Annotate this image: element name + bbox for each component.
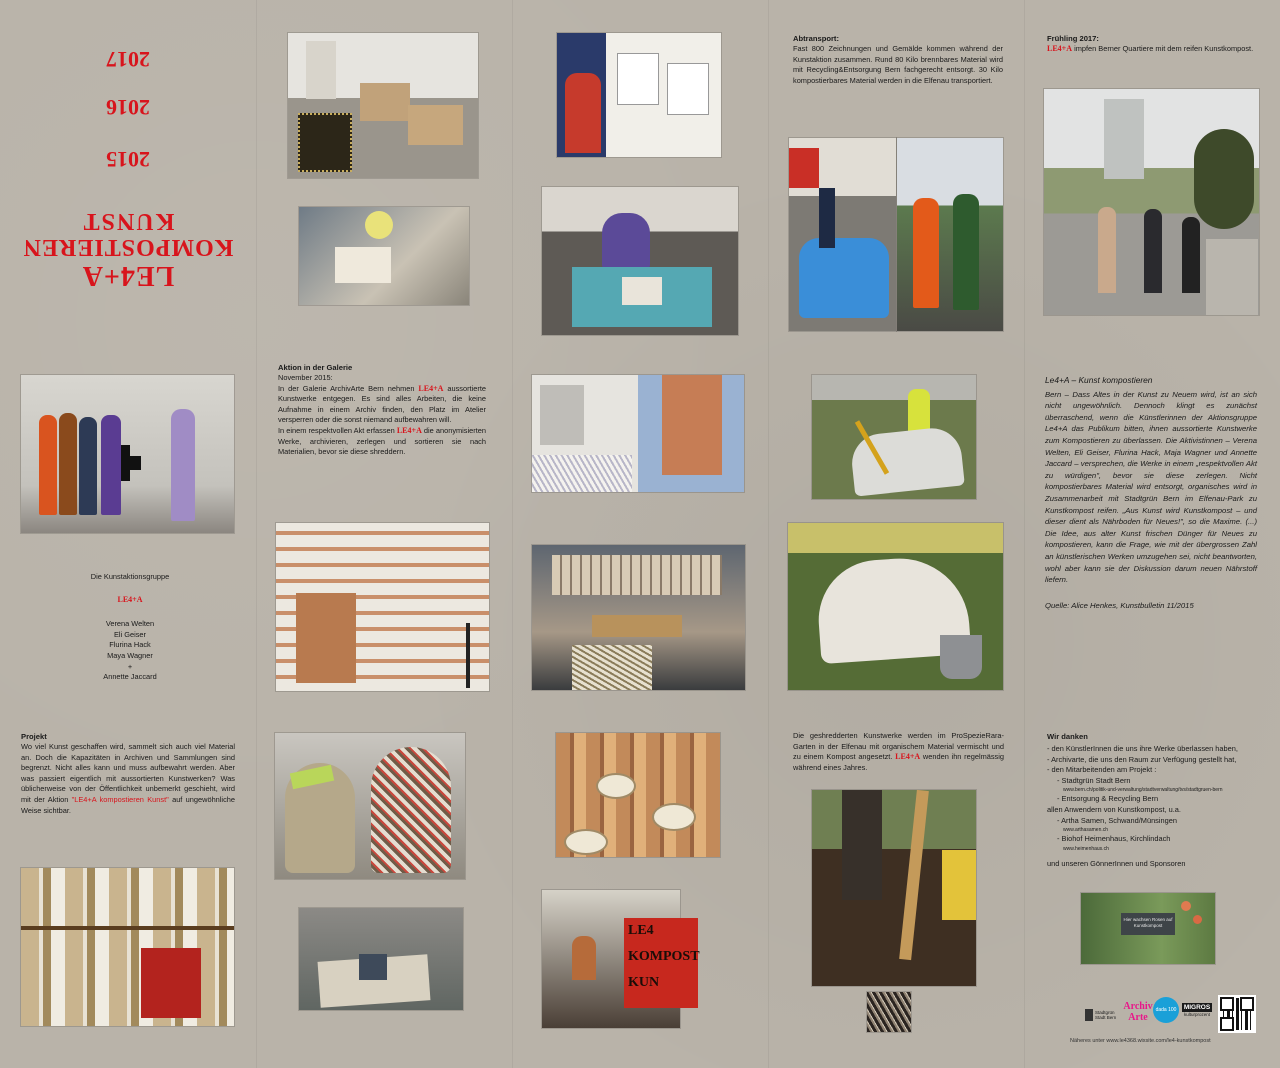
dada-logo [1153,997,1179,1023]
aktion-text1a: In der Galerie ArchivArte Bern nehmen [278,383,419,393]
artworks-pile-photo [299,207,469,305]
cover-year-2016: 2016 [106,95,150,120]
garten-text-a: Die geshredderten Kunstwerke werden im ProSpezieRara-Garten in der Elfenau mit organischem Material vermischt und zu einem Kompost angesetzt. [793,731,1004,762]
gallery-window-photo [532,545,745,690]
roses-sign: Hier wachsen Rosen auf Kunstkompost [1121,913,1175,935]
wire-baskets-photo [275,733,465,879]
article-text: Bern – Dass Altes in der Kunst zu Neuem wird, ist an sich nicht ungewöhnlich. Dennoch klingt es zunächst überraschend, wenn die Künstlerinnen der Aktionsgruppe Le4+A das Publikum bitten, ihnen aussortierte Kunstwerke zum Kompostieren zu überlassen. Die Aktivistinnen – Verena Welten, Eli Geiser, Flurina Hack, Maja Wagner und Annette Jaccard – versprechen, die Werke in einem „respektvollen Akt zu würdigen", bevor sie diese zerlegen. Nicht kompostierbares Material wird entsorgt, organisches wird in Zusammenarbeit mit Stadtgrün Bern im Elfenau-Park zu Kunstkompost reifen. „Aus Kunst wird Kunstkompost – und dieser dient als Nährboden für Neues!", so die Maxime. (...) Die Idee, aus alter Kunst frischen Dünger für Neues zu kompostieren, kann die Frage, wie mit der übergrossen Zahl an künstlerischen Werken umzugehen sei, nicht beantworten, wohl aber kann sie der Diskussion darum neuen Nährstoff liefern. [1045,389,1257,585]
dank-line-2: - Archivarte, die uns den Raum zur Verfügung gestellt hat, [1047,754,1237,764]
member-5: Annette Jaccard [103,672,157,682]
shredder-photo [532,375,744,492]
compost-site-photo [812,375,976,499]
garten-text-b: wenden ihn regelmässig während eines Jahres. [793,752,1004,772]
member-1: Verena Welten [105,619,155,629]
dada-logo-text: dada 100 [1155,1007,1177,1013]
projekt-text-end: auf ungewöhnliche Weise sichtbar. [21,794,235,815]
cover-title-block [22,47,234,291]
member-2: Eli Geiser [113,629,147,639]
garten-section [793,731,1004,773]
dank-heading: Wir danken [1047,732,1088,741]
dank-line-3: - den Mitarbeitenden am Projekt : [1047,765,1157,775]
archivarte-logo [1124,995,1152,1029]
migros-logo-subtext: kulturprozent [1183,1012,1210,1017]
qr-code-icon[interactable] [1218,995,1256,1033]
cover-title-line3: KUNST [81,208,175,234]
dank-line-6: allen Anwendern von Kunstkompost, u.a. [1047,804,1181,814]
roses-sign-photo [1081,893,1215,964]
projekt-heading: Projekt [21,732,47,741]
stencil-line3: KUN [628,975,660,990]
fruehling-section [1047,33,1257,55]
archivarte-logo-text: Archiv Arte [1123,1001,1153,1023]
transport-workers-photo [897,138,1003,331]
dank-line-1: - den KünstlerInnen die uns ihre Werke überlassen haben, [1047,744,1238,753]
projekt-text: Wo viel Kunst geschaffen wird, sammelt sich auch viel Material an. Doch die Kapazitäten in Archiven und Sammlungen sind begrenzt. Nicht alles kann und muss aufbewahrt werden. Aber was passiert eigentlich mit aussortierten Kunstwerken? Was üblicherweise von der Öffentlichkeit unbemerkt geschieht, wird mit der Aktion [21,742,235,804]
aktion-section [278,362,486,458]
member-4: Maya Wagner [107,650,153,660]
stadtgruen-logo [1085,1000,1121,1030]
aktion-brand-2: LE4+A [396,425,422,435]
gallery-wall-photo [276,523,489,691]
group-heading: Die Kunstaktionsgruppe [90,572,170,581]
fruehling-heading: Frühling 2017: [1047,34,1099,43]
aktion-date: November 2015: [278,373,333,382]
cover-title-line1: LE4+A [81,260,175,291]
member-3: Flurina Hack [109,640,151,650]
stencil-line1: LE4 [628,923,654,938]
group-brand: LE4+A [117,594,143,604]
dank-link-heimenhaus[interactable]: www.heimenhaus.ch [1063,845,1109,852]
table-bowls-photo [556,733,720,857]
dank-line-5: - Entsorgung & Recycling Bern [1057,794,1159,804]
aktion-text1b: aussortierte Kunstwerke entgegen. Es sind alles Arbeiten, die keine Aufnahme in einem Archiv finden, den Platz im Atelier versperren oder die sonst niemand aufbewahren will. [278,383,486,425]
boxes-photo [288,33,478,178]
migros-logo [1181,999,1213,1021]
digging-photo [812,790,976,986]
stadtgruen-logo-text: Stadtgrün Stadt Bern [1095,1010,1117,1020]
abtransport-section [793,33,1003,86]
footer-link[interactable]: Näheres unter www.le4368.wixsite.com/le4-kunstkompost [1070,1038,1211,1044]
cover-year-2015: 2015 [106,147,150,172]
cover-title-line2: KOMPOSTIEREN [22,234,234,260]
dank-section [1047,731,1259,869]
garten-brand: LE4+A [895,752,921,762]
dank-line-8: - Biohof Heimenhaus, Kirchlindach [1057,834,1171,844]
street-photo [1044,89,1259,315]
bern-bear-icon [1085,1009,1093,1021]
dank-link-artha[interactable]: www.arthasamen.ch [1063,827,1109,834]
stencil-sign [624,918,698,1008]
cutting-photo [299,908,463,1010]
dank-link-stadtgruen[interactable]: www.bern.ch/politik-und-verwaltung/stadtverwaltung/tvs/stadtgruen-bern [1063,787,1223,794]
aktion-brand-1: LE4+A [418,383,444,393]
sorting-photo [542,187,738,335]
article-source: Quelle: Alice Henkes, Kunstbulletin 11/2015 [1045,600,1194,610]
aktion-text2b: die anonymisierten Werke, archivieren, zerlegen und sortieren sie nach Materialien, bevor sie diese shreddern. [278,425,486,457]
abtransport-heading: Abtransport: [793,34,839,43]
group-photo [21,375,234,533]
dank-closing: und unseren GönnerInnen und Sponsoren [1047,858,1186,868]
dank-line-7: - Artha Samen, Schwand/Münsingen [1057,815,1177,825]
article-title: Le4+A – Kunst kompostieren [1045,375,1153,385]
article-section [1045,375,1257,611]
abtransport-text: Fast 800 Zeichnungen und Gemälde kommen während der Kunstaktion zusammen. Rund 80 Kilo brennbares Material wird mit Recycling&Entsorgung Bern fachgerecht entsorgt. 30 Kilo kompostierbares Material werden in die Elfenau transportiert. [793,44,1003,85]
stencil-line2: KOMPOST [628,949,700,964]
archive-shelf-photo [21,868,234,1026]
projekt-highlight: "LE4+A kompostieren Kunst" [71,794,169,804]
migros-logo-text: MIGROS [1183,1004,1211,1011]
cover-year-2017: 2017 [106,47,150,72]
aktion-heading: Aktion in der Galerie [278,363,353,372]
fruehling-brand: LE4+A [1047,44,1073,53]
group-list [60,572,200,683]
projekt-section [21,731,235,816]
fruehling-text: impfen Berner Quartiere mit dem reifen Kunstkompost. [1072,44,1254,53]
stencil-event-photo [542,890,700,1028]
compost-closeup-photo [867,992,911,1032]
aktion-text2a: In einem respektvollen Akt erfassen [278,425,397,435]
transport-bags-photo [789,138,896,331]
member-plus: + [127,661,133,671]
dank-line-4: - Stadtgrün Stadt Bern [1057,775,1131,785]
compost-pile-photo [788,523,1003,690]
archiving-photo [557,33,721,157]
